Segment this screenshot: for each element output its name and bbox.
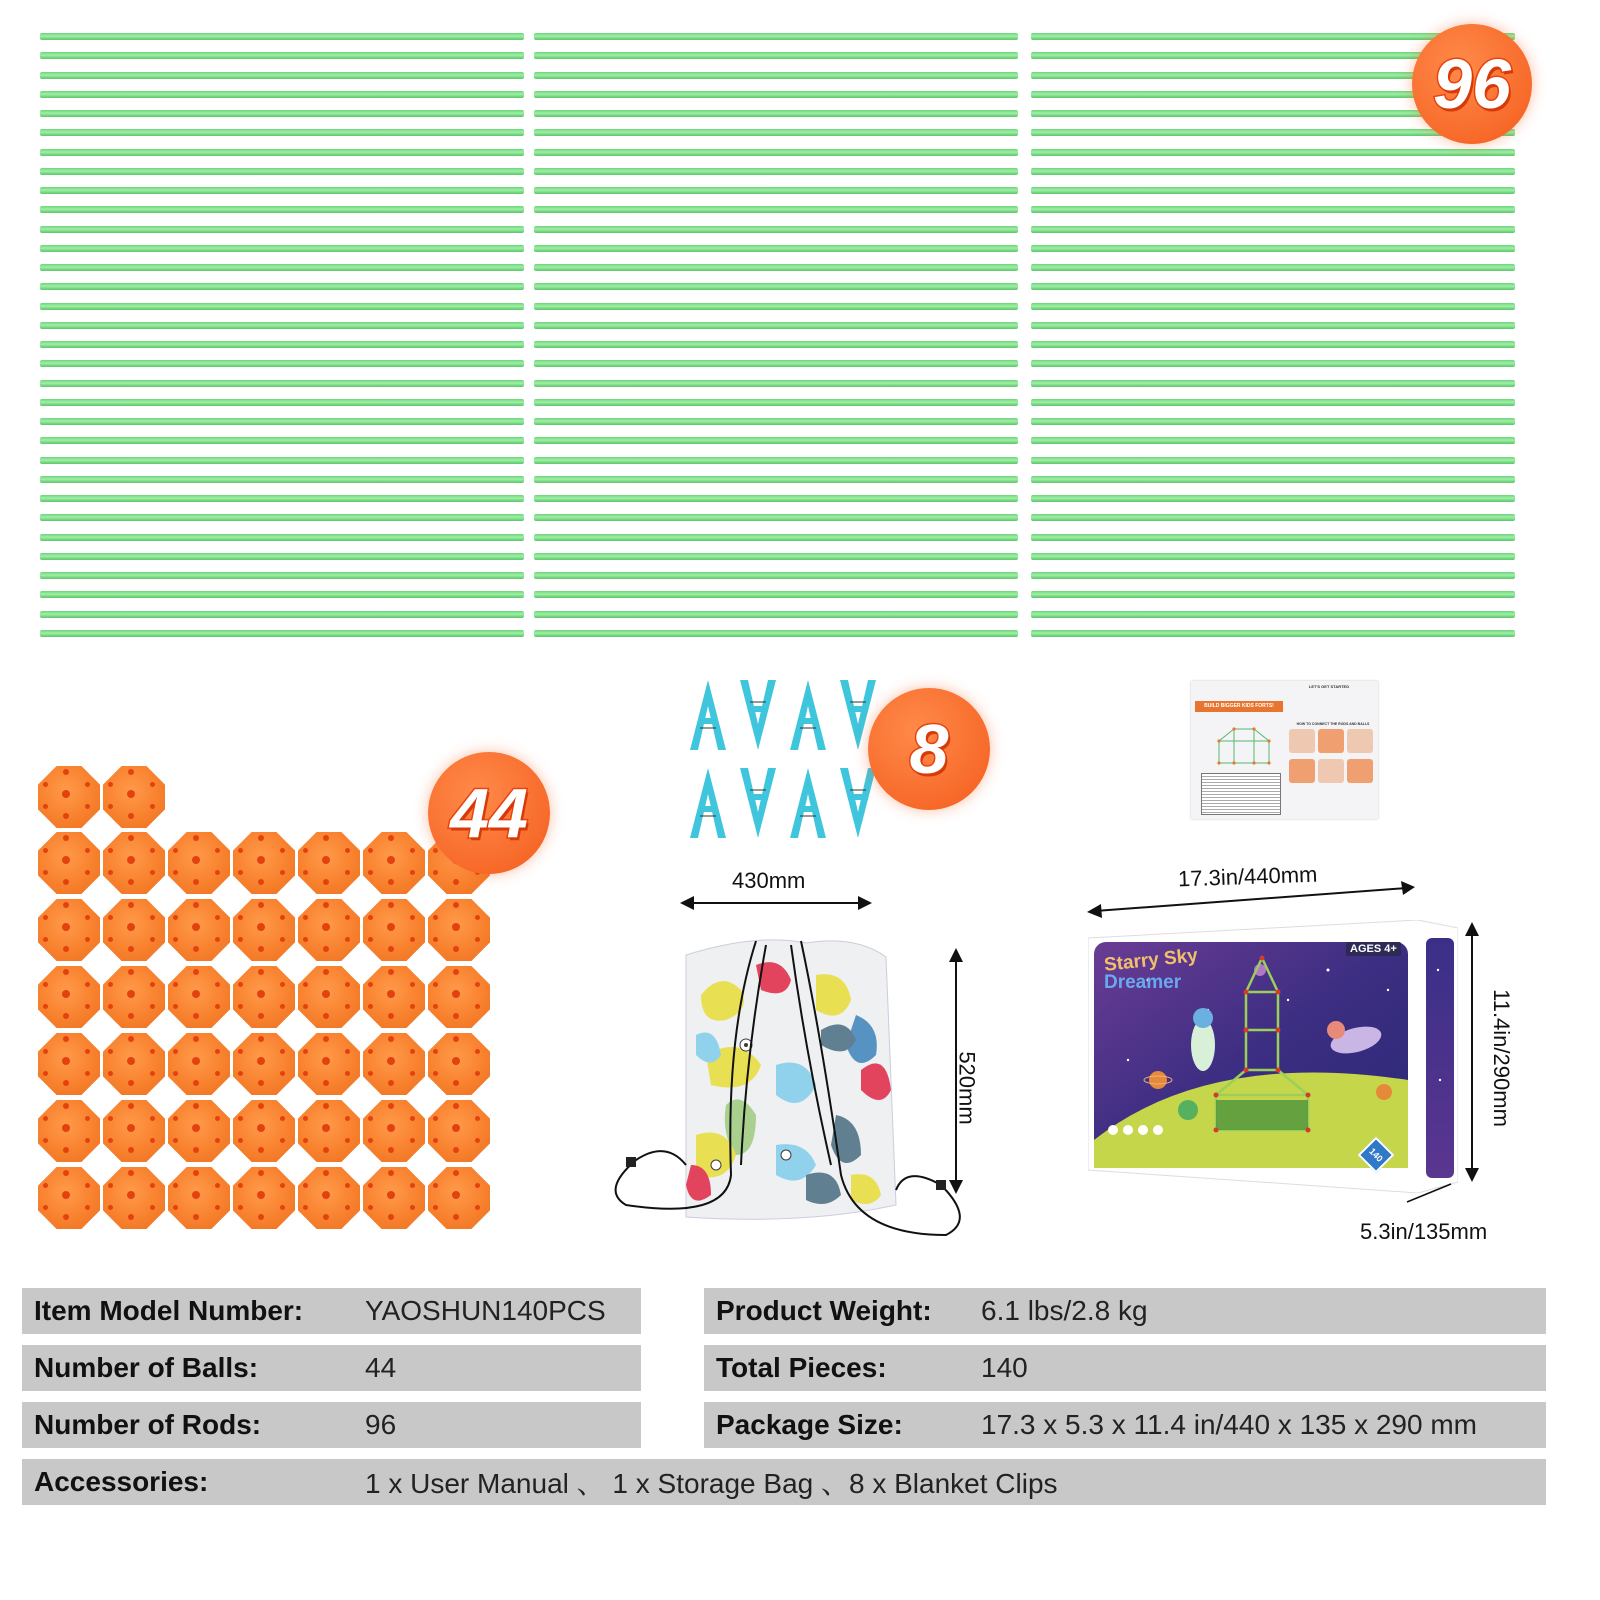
blanket-clip-icon (736, 678, 780, 752)
rod (534, 110, 1018, 117)
age-badge: AGES 4+ (1346, 942, 1401, 956)
spec-value: YAOSHUN140PCS (365, 1295, 606, 1326)
rod (40, 91, 524, 98)
spec-label: Product Weight: (716, 1295, 932, 1326)
rod (40, 303, 524, 310)
arrow-right-icon (858, 896, 872, 910)
rod (534, 206, 1018, 213)
rod (1031, 572, 1515, 579)
connector-ball (103, 1100, 165, 1162)
connector-ball (103, 899, 165, 961)
rod (40, 380, 524, 387)
spec-value: 140 (981, 1352, 1028, 1383)
connector-ball (363, 832, 425, 894)
rod (40, 52, 524, 59)
rod (40, 630, 524, 637)
rod (1031, 611, 1515, 618)
box-height-label: 11.4in/290mm (1488, 989, 1514, 1127)
blanket-clip-icon (686, 678, 730, 752)
rod (1031, 283, 1515, 290)
connector-ball (168, 1167, 230, 1229)
rod (534, 437, 1018, 444)
blanket-clip-icon (836, 766, 880, 840)
rod (40, 33, 524, 40)
rod (40, 591, 524, 598)
rod (40, 245, 524, 252)
spec-row-model (22, 1288, 641, 1334)
connector-ball (168, 1033, 230, 1095)
connector-ball (298, 832, 360, 894)
connector-ball (233, 1167, 295, 1229)
box-width-label: 17.3in/440mm (1177, 861, 1318, 892)
rod (534, 514, 1018, 521)
rod (40, 168, 524, 175)
rods-count: 96 (1433, 45, 1511, 123)
connector-ball (363, 1100, 425, 1162)
rod (534, 149, 1018, 156)
rod (40, 283, 524, 290)
rod (534, 72, 1018, 79)
rod (40, 110, 524, 117)
rod (534, 630, 1018, 637)
arrow-up-icon (1465, 922, 1479, 936)
rod (534, 322, 1018, 329)
rod (534, 129, 1018, 136)
connector-ball (298, 899, 360, 961)
rod (40, 534, 524, 541)
rod (1031, 226, 1515, 233)
rod (1031, 360, 1515, 367)
connector-ball (103, 1033, 165, 1095)
rod (534, 245, 1018, 252)
spec-value: 44 (365, 1352, 397, 1383)
rod (534, 591, 1018, 598)
manual-banner: BUILD BIGGER KIDS FORTS! (1195, 701, 1283, 712)
spec-value: 17.3 x 5.3 x 11.4 in/440 x 135 x 290 mm (981, 1409, 1478, 1440)
rod (534, 611, 1018, 618)
rod (534, 495, 1018, 502)
manual-section-title: LET'S GET STARTED (1308, 684, 1350, 689)
balls-count: 44 (450, 774, 528, 852)
box-title-line1: Starry Sky (1103, 945, 1199, 976)
balls-count-badge (428, 752, 550, 874)
spec-row-balls (22, 1345, 641, 1391)
rod (40, 360, 524, 367)
blanket-clip-icon (736, 766, 780, 840)
product-box (1088, 920, 1458, 1193)
arrow-left-icon (680, 896, 694, 910)
rod (40, 264, 524, 271)
rod (534, 283, 1018, 290)
spec-label: Number of Rods: (34, 1409, 262, 1440)
rod (1031, 457, 1515, 464)
bag-width-label: 430mm (732, 868, 806, 893)
rod (1031, 534, 1515, 541)
connector-ball (428, 1033, 490, 1095)
rod (1031, 399, 1515, 406)
rod (1031, 476, 1515, 483)
rod (534, 264, 1018, 271)
connector-ball (103, 766, 165, 828)
connector-ball (168, 1100, 230, 1162)
rod (534, 360, 1018, 367)
rod (40, 226, 524, 233)
rod (534, 457, 1018, 464)
rod (534, 226, 1018, 233)
connector-ball (103, 966, 165, 1028)
blanket-clip-icon (786, 678, 830, 752)
connector-ball (363, 1033, 425, 1095)
rod (40, 495, 524, 502)
connector-ball (233, 899, 295, 961)
spec-label: Package Size: (716, 1409, 903, 1440)
connector-ball (428, 1100, 490, 1162)
rod (40, 611, 524, 618)
box-depth-label: 5.3in/135mm (1360, 1219, 1488, 1244)
connector-ball (233, 1100, 295, 1162)
rod (1031, 245, 1515, 252)
connector-ball (298, 1033, 360, 1095)
connector-ball (168, 832, 230, 894)
rod (1031, 630, 1515, 637)
spec-row-package-size (704, 1402, 1546, 1448)
rod (40, 187, 524, 194)
connector-ball (428, 1167, 490, 1229)
rod (40, 129, 524, 136)
connector-ball (428, 899, 490, 961)
spec-row-rods (22, 1402, 641, 1448)
connector-ball (38, 1033, 100, 1095)
rod (40, 457, 524, 464)
pieces-badge: 140 (1358, 1137, 1395, 1174)
spec-label: Item Model Number: (34, 1295, 304, 1326)
blanket-clip-icon (786, 766, 830, 840)
rod (40, 553, 524, 560)
blanket-clip-icon (686, 766, 730, 840)
rod (1031, 168, 1515, 175)
box-depth-line (1405, 1180, 1455, 1205)
rod (1031, 206, 1515, 213)
rod (534, 168, 1018, 175)
rod (534, 380, 1018, 387)
rod (534, 534, 1018, 541)
rod (1031, 495, 1515, 502)
spec-label: Accessories: (34, 1466, 209, 1497)
rod (1031, 303, 1515, 310)
spec-label: Total Pieces: (716, 1352, 887, 1383)
rod (1031, 380, 1515, 387)
bag-height-label: 520mm (954, 1051, 980, 1125)
connector-ball (38, 766, 100, 828)
box-title-line2: Dreamer (1104, 972, 1182, 993)
rod (1031, 514, 1515, 521)
spec-row-accessories (22, 1459, 1546, 1505)
rods-count-badge (1412, 24, 1532, 144)
rod (40, 341, 524, 348)
connector-ball (233, 832, 295, 894)
connector-ball (38, 966, 100, 1028)
connector-ball (168, 899, 230, 961)
connector-ball (363, 1167, 425, 1229)
user-manual (1191, 681, 1378, 819)
connector-ball (298, 1100, 360, 1162)
rod (1031, 322, 1515, 329)
rod (534, 91, 1018, 98)
spec-label: Number of Balls: (34, 1352, 259, 1383)
connector-ball (363, 899, 425, 961)
box-width-line (1085, 878, 1420, 920)
rod (534, 187, 1018, 194)
spec-value: 1 x User Manual 、 1 x Storage Bag 、8 x Blanket Clips (365, 1468, 1058, 1499)
rod (40, 572, 524, 579)
arrow-up-icon (949, 948, 963, 962)
rod (40, 418, 524, 425)
rod (40, 476, 524, 483)
arrow-down-icon (949, 1180, 963, 1194)
connector-ball (428, 966, 490, 1028)
connector-ball (298, 966, 360, 1028)
connector-ball (298, 1167, 360, 1229)
rod (40, 514, 524, 521)
connector-ball (103, 832, 165, 894)
rod (1031, 341, 1515, 348)
connector-ball (38, 1100, 100, 1162)
connector-ball (168, 966, 230, 1028)
rod (1031, 149, 1515, 156)
rod (1031, 437, 1515, 444)
spec-value: 6.1 lbs/2.8 kg (981, 1295, 1148, 1326)
connector-ball (38, 1167, 100, 1229)
box-height-line (1471, 928, 1473, 1176)
rod (534, 418, 1018, 425)
rod (534, 399, 1018, 406)
rod (40, 206, 524, 213)
clips-count: 8 (909, 710, 949, 788)
rod (534, 303, 1018, 310)
connector-ball (363, 966, 425, 1028)
rod (534, 572, 1018, 579)
connector-ball (233, 1033, 295, 1095)
rod (534, 553, 1018, 560)
rod (1031, 553, 1515, 560)
spec-row-weight (704, 1288, 1546, 1334)
spec-value: 96 (365, 1409, 397, 1440)
rod (534, 476, 1018, 483)
bag-width-line (684, 902, 868, 904)
connector-ball (38, 899, 100, 961)
manual-fort-diagram-icon (1209, 721, 1279, 771)
connector-ball (233, 966, 295, 1028)
clips-count-badge (868, 688, 990, 810)
manual-step-photos (1289, 729, 1373, 787)
connector-ball (103, 1167, 165, 1229)
rod (1031, 187, 1515, 194)
rod (1031, 591, 1515, 598)
rod (534, 341, 1018, 348)
spec-row-total-pieces (704, 1345, 1546, 1391)
rod (40, 72, 524, 79)
rod (534, 33, 1018, 40)
rod (40, 322, 524, 329)
rod (1031, 418, 1515, 425)
connector-ball (38, 832, 100, 894)
rod (534, 52, 1018, 59)
rod (40, 399, 524, 406)
rod (40, 149, 524, 156)
manual-steps-title: HOW TO CONNECT THE RODS AND BALLS (1296, 722, 1370, 726)
rod (1031, 264, 1515, 271)
manual-text-block (1201, 773, 1281, 815)
arrow-down-icon (1465, 1168, 1479, 1182)
storage-bag (606, 935, 972, 1250)
rod (40, 437, 524, 444)
